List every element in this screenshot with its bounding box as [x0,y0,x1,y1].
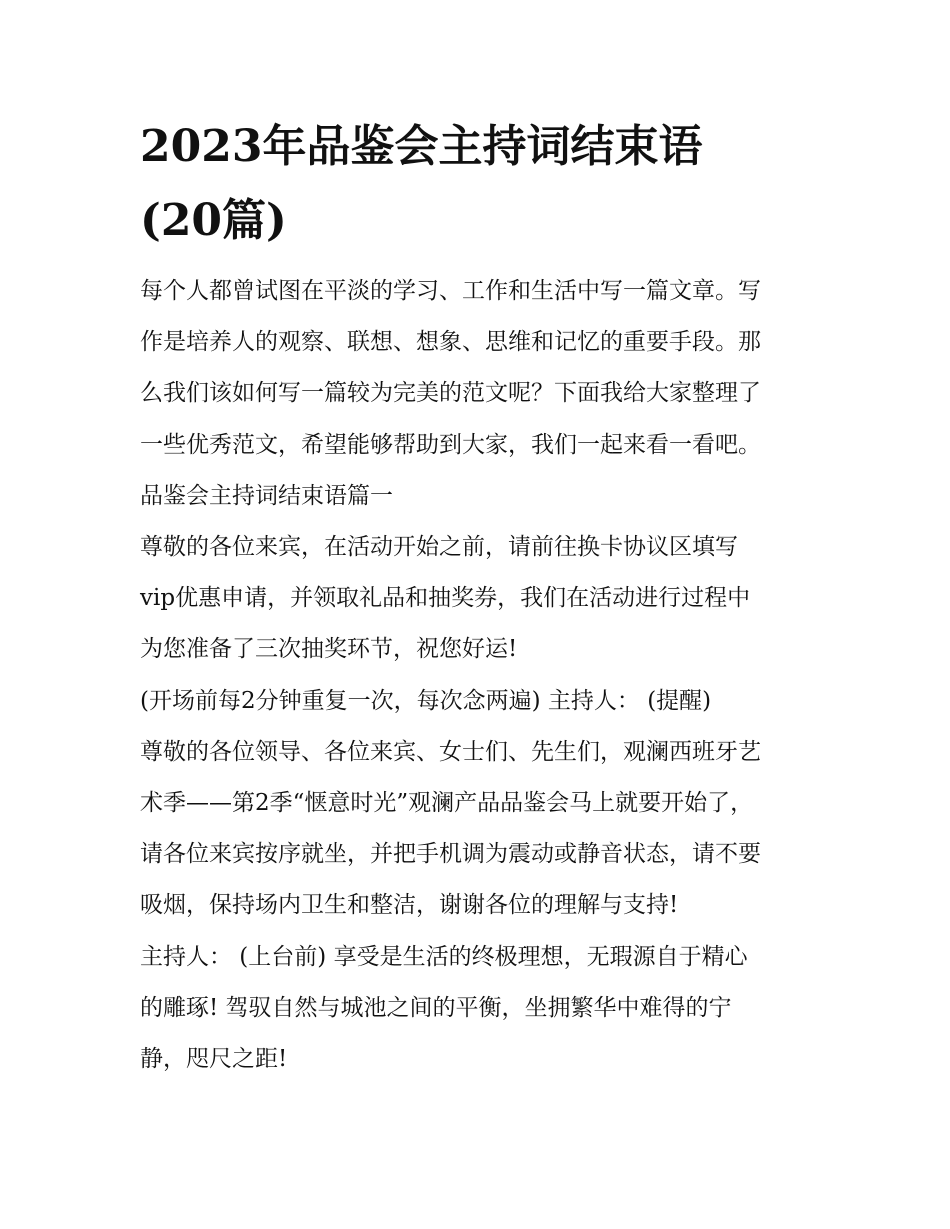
section-heading: 品鉴会主持词结束语篇一 [140,482,393,509]
body-line: 作是培养人的观察、联想、想象、思维和记忆的重要手段。那 [140,329,761,356]
body-line: vip优惠申请，并领取礼品和抽奖券，我们在活动进行过程中 [140,585,751,612]
body-line: 为您准备了三次抽奖环节，祝您好运! [140,636,518,663]
body-line: 尊敬的各位来宾，在活动开始之前，请前往换卡协议区填写 [140,534,738,561]
title-line-2: (20篇) [140,195,287,246]
body-line: 请各位来宾按序就坐，并把手机调为震动或静音状态，请不要 [140,841,761,868]
title-line-1: 2023年品鉴会主持词结束语 [140,121,703,172]
body-line: 吸烟，保持场内卫生和整洁，谢谢各位的理解与支持! [140,892,679,919]
body-line: 每个人都曾试图在平淡的学习、工作和生活中写一篇文章。写 [140,278,761,304]
body-line: 主持人： (上台前) 享受是生活的终极理想，无瑕源自于精心 [140,943,748,970]
document-title [140,110,820,258]
body-line: 尊敬的各位领导、各位来宾、女士们、先生们，观澜西班牙艺 [140,738,761,765]
document-body [140,266,820,1085]
body-line: 术季——第2季“惬意时光”观澜产品品鉴会马上就要开始了， [140,790,754,817]
body-line: (开场前每2分钟重复一次，每次念两遍) 主持人： (提醒) [140,687,712,714]
document-page [140,110,820,1085]
body-line: 么我们该如何写一篇较为完美的范文呢？下面我给大家整理了 [140,380,761,407]
body-line: 一些优秀范文，希望能够帮助到大家，我们一起来看一看吧。 [140,431,761,458]
body-line: 静，咫尺之距! [140,1046,288,1073]
body-line: 的雕琢! 驾驭自然与城池之间的平衡，坐拥繁华中难得的宁 [140,994,732,1021]
